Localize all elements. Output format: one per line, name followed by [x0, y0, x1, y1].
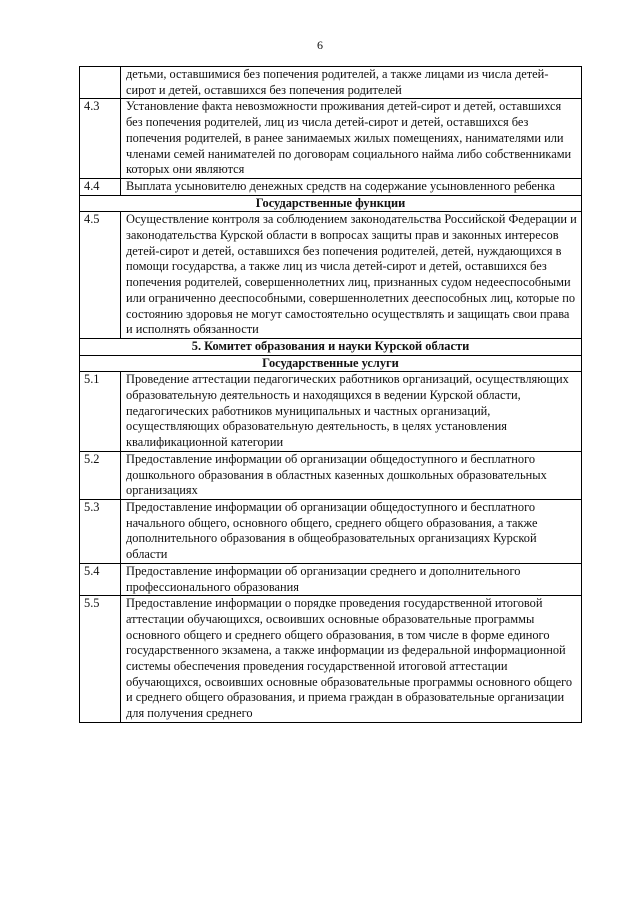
row-number: 4.4	[80, 178, 121, 195]
table-row	[80, 178, 582, 195]
row-text: Выплата усыновителю денежных средств на содержание усыновленного ребенка	[121, 178, 582, 195]
table-row	[80, 99, 582, 179]
row-text: Предоставление информации об организации среднего и дополнительного профессионального образования	[121, 563, 582, 595]
row-text: детьми, оставшимися без попечения родителей, а также лицами из числа детей-сирот и детей, оставшихся без попечения родителей	[121, 67, 582, 99]
page-number: 6	[317, 38, 323, 52]
row-number: 5.4	[80, 563, 121, 595]
row-text: Установление факта невозможности проживания детей-сирот и детей, оставшихся без попечения родителей, лиц из числа детей-сирот и детей, оставшихся без попечения родителей, в ранее занимаемых жилых помещениях, нанимателями или членами семей нанимателей по договорам социального найма либо собственниками которых они являются	[121, 99, 582, 179]
section-header-row	[80, 355, 582, 372]
row-text: Предоставление информации об организации общедоступного и бесплатного дошкольного образования в областных казенных дошкольных образовательных организациях	[121, 451, 582, 499]
section-heading: Государственные услуги	[80, 355, 582, 372]
section-header-row	[80, 338, 582, 355]
table-row	[80, 563, 582, 595]
row-text: Предоставление информации о порядке проведения государственной итоговой аттестации обучающихся, освоивших основные образовательные программы основного общего и среднего общего образования, в том числе в форме единого государственного экзамена, а также информации из федеральной информационной системы обеспечения проведения государственной итоговой аттестации обучающихся, освоивших основные образовательные программы основного общего и среднего общего образования, и приема граждан в образовательные организации для получения среднего	[121, 596, 582, 723]
row-number: 5.5	[80, 596, 121, 723]
section-heading: 5. Комитет образования и науки Курской области	[80, 338, 582, 355]
row-number: 5.2	[80, 451, 121, 499]
row-text: Предоставление информации об организации общедоступного и бесплатного начального общего, основного общего, среднего общего образования, а также дополнительного образования в общеобразовательных организациях Курской области	[121, 499, 582, 563]
row-number	[80, 67, 121, 99]
row-number: 5.1	[80, 372, 121, 452]
table-row	[80, 499, 582, 563]
table-row	[80, 451, 582, 499]
table-row	[80, 67, 582, 99]
row-text: Проведение аттестации педагогических работников организаций, осуществляющих образовательную деятельность и находящихся в ведении Курской области, педагогических работников муниципальных и частных организаций, осуществляющих образовательную деятельность, в целях установления квалификационной категории	[121, 372, 582, 452]
table-row	[80, 596, 582, 723]
row-number: 4.3	[80, 99, 121, 179]
section-header-row	[80, 195, 582, 212]
services-table	[79, 66, 582, 723]
table-row	[80, 372, 582, 452]
table-row	[80, 212, 582, 339]
row-number: 4.5	[80, 212, 121, 339]
row-number: 5.3	[80, 499, 121, 563]
section-heading: Государственные функции	[80, 195, 582, 212]
row-text: Осуществление контроля за соблюдением законодательства Российской Федерации и законодательства Курской области в вопросах защиты прав и законных интересов детей-сирот и детей, оставшихся без попечения родителей, детей, нуждающихся в помощи государства, а также лиц из числа детей-сирот и детей, оставшихся без попечения родителей, совершеннолетних лиц, признанных судом недееспособными или ограниченно дееспособными, совершеннолетних дееспособных лиц, которые по состоянию здоровья не могут самостоятельно осуществлять и защищать свои права и исполнять обязанности	[121, 212, 582, 339]
